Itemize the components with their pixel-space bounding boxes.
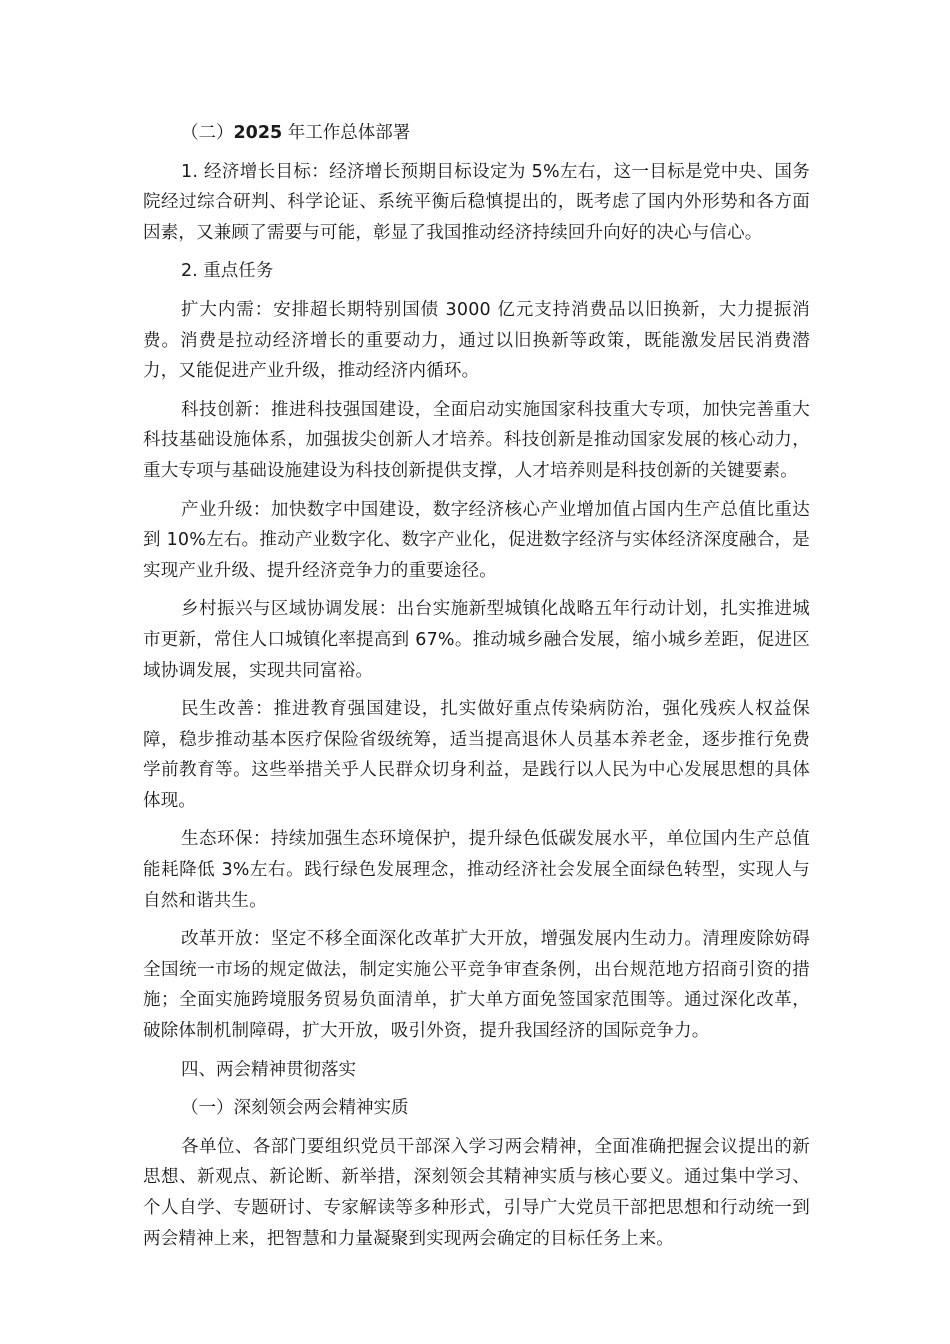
section-heading-year: 2025 (233, 123, 283, 143)
paragraph-reform: 改革开放：坚定不移全面深化改革扩大开放，增强发展内生动力。清理废除妨碍全国统一市场的规定做法，制定实施公平竞争审查条例，出台规范地方招商引资的措施；全面实施跨境服务贸易负面清单，扩大单方面免签国家范围等。通过深化改革，破除体制机制障碍，扩大开放，吸引外资，提升我国经济的国际竞争力。 (143, 929, 810, 1042)
paragraph-domestic-demand: 扩大内需：安排超长期特别国债 3000 亿元支持消费品以旧换新，大力提振消费。消费是拉动经济增长的重要动力，通过以旧换新等政策，既能激发居民消费潜力，又能促进产业升级，推动经济内循环。 (143, 299, 810, 382)
paragraph-livelihood: 民生改善：推进教育强国建设，扎实做好重点传染病防治，强化残疾人权益保障，稳步推动基本医疗保险省级统筹，适当提高退休人员基本养老金，逐步推行免费学前教育等。这些举措关乎人民群众切身利益，是践行以人民为中心发展思想的具体体现。 (143, 699, 810, 811)
section-heading-work-plan (143, 118, 810, 149)
heading-section-four: 四、两会精神贯彻落实 (181, 1059, 356, 1080)
heading-key-tasks: 2. 重点任务 (181, 261, 274, 282)
paragraph-growth-target: 1. 经济增长目标：经济增长预期目标设定为 5%左右，这一目标是党中央、国务院经过综合研判、科学论证、系统平衡后稳慎提出的，既考虑了国内外形势和各方面因素，又兼顾了需要与可能，彰显了我国推动经济持续回升向好的决心与信心。 (143, 161, 810, 243)
section-heading-rest: 年工作总体部署 (282, 123, 411, 143)
document-page (143, 118, 810, 1262)
section-heading-prefix: （二） (181, 123, 234, 143)
paragraph-industrial-upgrade: 产业升级：加快数字中国建设，数字经济核心产业增加值占国内生产总值比重达到 10%左右。推动产业数字化、数字产业化，促进数字经济与实体经济深度融合，是实现产业升级、提升经济竞争力的重要途径。 (143, 499, 810, 581)
paragraph-ecology: 生态环保：持续加强生态环境保护，提升绿色低碳发展水平，单位国内生产总值能耗降低 3%左右。践行绿色发展理念，推动经济社会发展全面绿色转型，实现人与自然和谐共生。 (143, 829, 810, 911)
paragraph-study-spirit: 各单位、各部门要组织党员干部深入学习两会精神，全面准确把握会议提出的新思想、新观点、新论断、新举措，深刻领会其精神实质与核心要义。通过集中学习、个人自学、专题研讨、专家解读等多种形式，引导广大党员干部把思想和行动统一到两会精神上来，把智慧和力量凝聚到实现两会确定的目标任务上来。 (143, 1136, 810, 1249)
paragraph-rural-revitalization: 乡村振兴与区域协调发展：出台实施新型城镇化战略五年行动计划，扎实推进城市更新，常住人口城镇化率提高到 67%。推动城乡融合发展，缩小城乡差距，促进区域协调发展，实现共同富裕。 (143, 599, 810, 681)
heading-subsection-one: （一）深刻领会两会精神实质 (181, 1098, 409, 1119)
paragraph-tech-innovation: 科技创新：推进科技强国建设，全面启动实施国家科技重大专项，加快完善重大科技基础设施体系，加强拔尖创新人才培养。科技创新是推动国家发展的核心动力，重大专项与基础设施建设为科技创新提供支撑，人才培养则是科技创新的关键要素。 (143, 399, 810, 481)
